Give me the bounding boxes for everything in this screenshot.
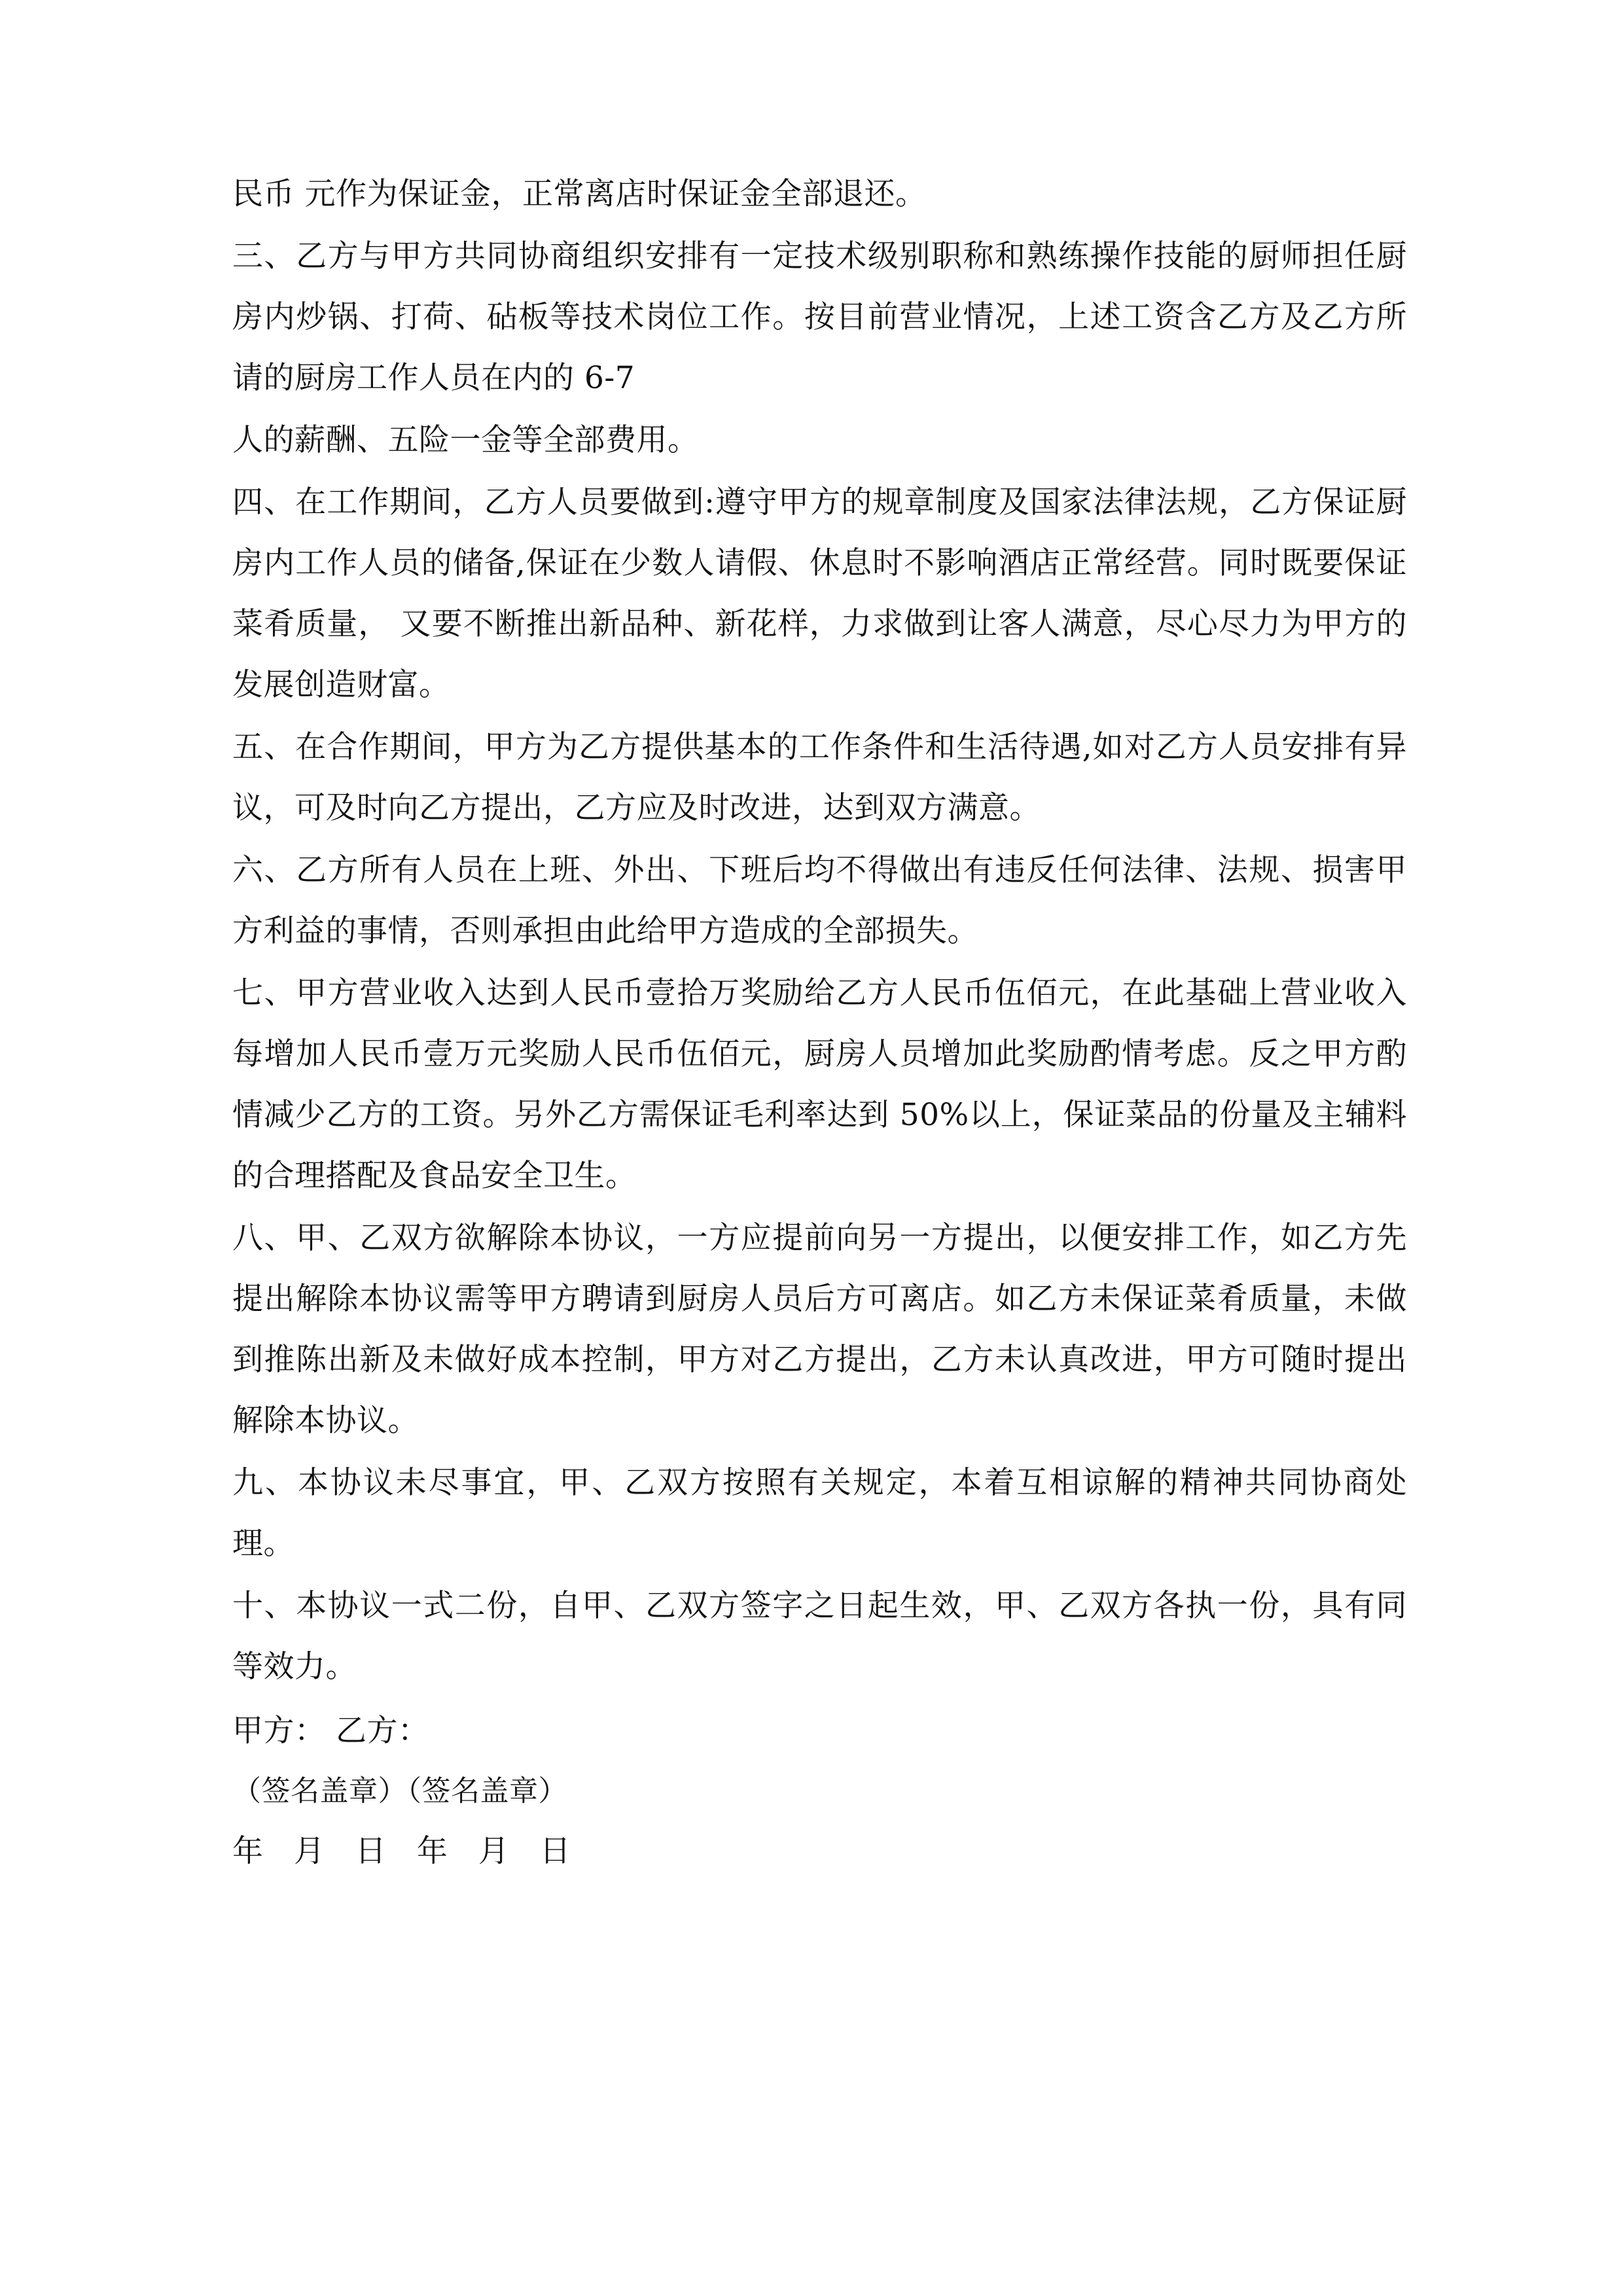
paragraph-clause-seven: 七、甲方营业收入达到人民币壹拾万奖励给乙方人民币伍佰元，在此基础上营业收入每增加人民币壹万元奖励人民币伍佰元，厨房人员增加此奖励酌情考虑。反之甲方酌情减少乙方的工资。另外乙方需保证毛利率达到 50%以上，保证菜品的份量及主辅料的合理搭配及食品安全卫生。 [232,975,1407,1194]
paragraph-clause-three: 三、乙方与甲方共同协商组织安排有一定技术级别职称和熟练操作技能的厨师担任厨房内炒锅、打荷、砧板等技术岗位工作。按目前营业情况，上述工资含乙方及乙方所请的厨房工作人员在内的 6-7 [232,238,1407,396]
paragraph-clause-ten: 十、本协议一式二份，自甲、乙双方签字之日起生效，甲、乙双方各执一份，具有同等效力。 [232,1588,1407,1685]
document-body [232,164,1407,1882]
paragraph-clause-six: 六、乙方所有人员在上班、外出、下班后均不得做出有违反任何法律、法规、损害甲方利益的事情，否则承担由此给甲方造成的全部损失。 [232,852,1407,949]
paragraph-clause-four: 四、在工作期间，乙方人员要做到:遵守甲方的规章制度及国家法律法规，乙方保证厨房内工作人员的储备,保证在少数人请假、休息时不影响酒店正常经营。同时既要保证菜肴质量， 又要不断推出新品种、新花样，力求做到让客人满意，尽心尽力为甲方的发展创造财富。 [232,484,1407,703]
paragraph-clause-three-continued: 人的薪酬、五险一金等全部费用。 [232,422,699,458]
signature-date-line: 年 月 日 年 月 日 [232,1833,581,1869]
paragraph-clause-eight: 八、甲、乙双方欲解除本协议，一方应提前向另一方提出，以便安排工作，如乙方先提出解除本协议需等甲方聘请到厨房人员后方可离店。如乙方未保证菜肴质量，未做到推陈出新及未做好成本控制，甲方对乙方提出，乙方未认真改进，甲方可随时提出解除本协议。 [232,1220,1407,1439]
paragraph-clause-five: 五、在合作期间，甲方为乙方提供基本的工作条件和生活待遇,如对乙方人员安排有异议，可及时向乙方提出，乙方应及时改进，达到双方满意。 [232,729,1407,826]
signature-parties-line: 甲方： 乙方： [232,1713,429,1749]
paragraph-clause-nine: 九、本协议未尽事宜，甲、乙双方按照有关规定，本着互相谅解的精神共同协商处理。 [232,1465,1407,1562]
paragraph-deposit: 民币 元作为保证金，正常离店时保证金全部退还。 [232,176,927,212]
signature-seal-line: （签名盖章）（签名盖章） [232,1774,567,1808]
